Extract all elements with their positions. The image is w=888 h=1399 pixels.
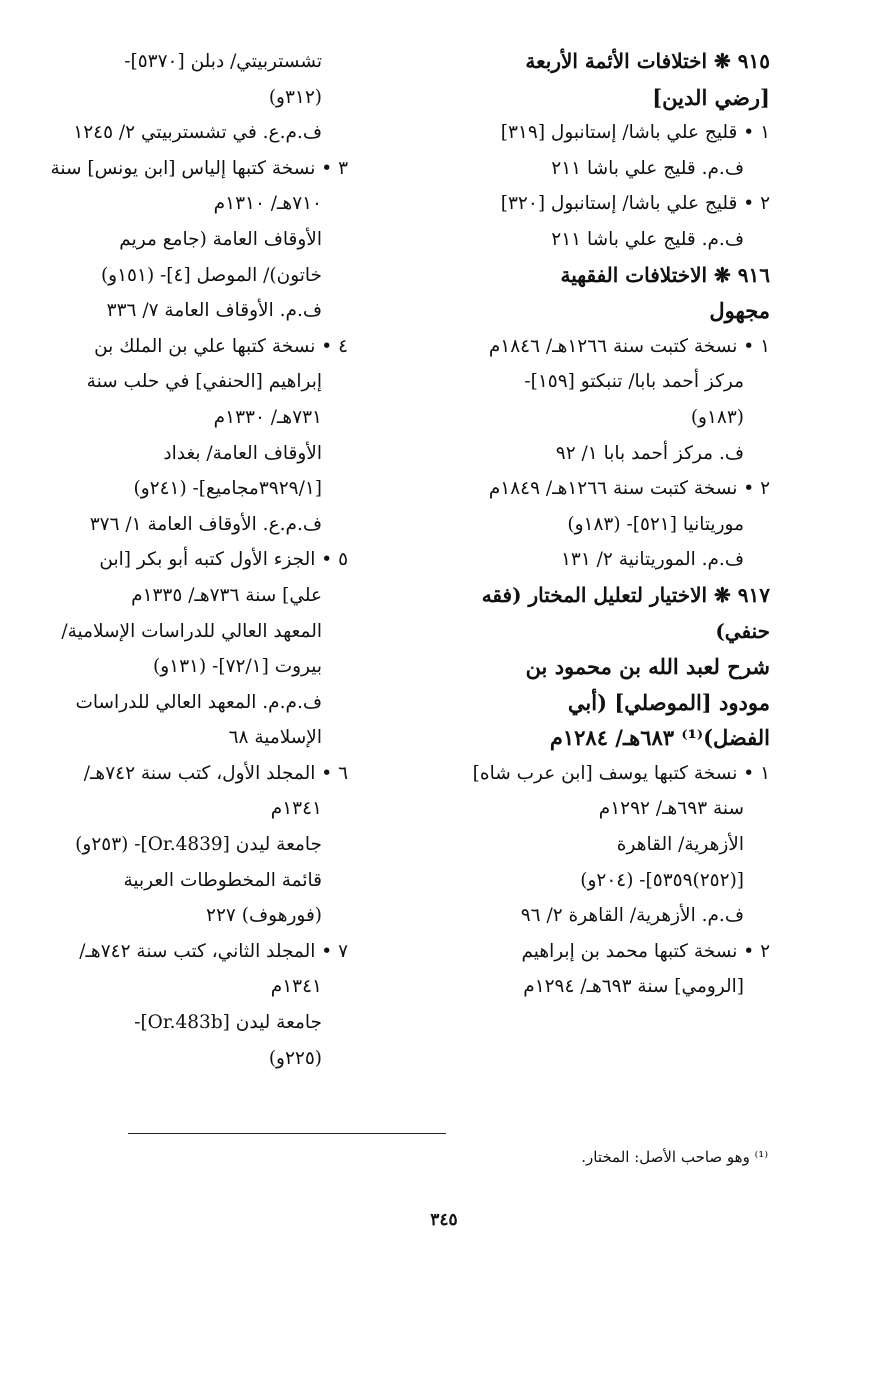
left-column-line: ف.م. الأوقاف العامة ٧/ ٣٣٦: [106, 300, 322, 322]
right-column: [440, 44, 770, 1005]
left-column-line: إبراهيم [الحنفي] في حلب سنة: [86, 371, 322, 393]
left-column-line: ف.م.م. المعهد العالي للدراسات: [75, 691, 322, 713]
left-column-line: ١٣٤١م: [270, 798, 322, 820]
right-column-line: سنة ٦٩٣هـ/ ١٢٩٢م: [598, 798, 744, 820]
left-column-line: ٣ • نسخة كتبها إلياس [ابن يونس] سنة: [50, 157, 348, 179]
right-column-line: ف.م. قليج علي باشا ٢١١: [551, 157, 744, 179]
left-column-line: بيروت [٧٢/١]- (١٣١و): [153, 656, 322, 678]
right-column-line: ٢ • نسخة كتبها محمد بن إبراهيم: [521, 940, 770, 962]
right-column-line: ف.م. الأزهرية/ القاهرة ٢/ ٩٦: [520, 905, 744, 927]
right-column-line: الفضل)⁽¹⁾ ٦٨٣هـ/ ١٢٨٤م: [549, 725, 770, 751]
page-number: ٣٤٥: [430, 1210, 458, 1230]
footnote: ⁽¹⁾ وهو صاحب الأصل: المختار.: [581, 1148, 768, 1166]
left-column-line: جامعة ليدن [Or.4839]- (٢٥٣و): [75, 834, 322, 856]
left-column-line: ٦ • المجلد الأول، كتب سنة ٧٤٢هـ/: [83, 762, 348, 784]
left-column-line: الأوقاف العامة/ بغداد: [163, 442, 322, 464]
left-column-line: ٧٣١هـ/ ١٣٣٠م: [213, 406, 322, 428]
right-column-line: ف. مركز أحمد بابا ١/ ٩٢: [555, 442, 744, 464]
left-column-line: تشستربيتي/ دبلن [٥٣٧٠]-: [124, 51, 322, 72]
left-column-line: ف.م.ع. في تشستربيتي ٢/ ١٢٤٥: [73, 122, 322, 144]
right-column-line: [رضي الدين]: [652, 84, 770, 110]
right-column-line: ٩١٦ ❋ الاختلافات الفقهية: [560, 262, 770, 287]
left-column-line: ٥ • الجزء الأول كتبه أبو بكر [ابن: [99, 549, 348, 571]
right-column-line: موريتانيا [٥٢١]- (١٨٣و): [567, 513, 744, 535]
right-column-line: ٩١٧ ❋ الاختيار لتعليل المختار (فقه: [481, 582, 770, 607]
right-column-line: مجهول: [709, 298, 770, 324]
right-column-line: ١ • نسخة كتبها يوسف [ابن عرب شاه]: [472, 762, 770, 784]
right-column-line: حنفي): [715, 618, 770, 643]
left-column-line: علي] سنة ٧٣٦هـ/ ١٣٣٥م: [131, 584, 322, 606]
left-column-line: [٣٩٢٩/١مجاميع]- (٢٤١و): [133, 478, 322, 500]
right-column-line: [(٢٥٢)٥٣٥٩]- (٢٠٤و): [580, 869, 744, 891]
right-column-line: ٢ • قليج علي باشا/ إستانبول [٣٢٠]: [500, 193, 770, 215]
left-column-line: (فورهوف) ٢٢٧: [206, 905, 322, 927]
left-column-line: ٧١٠هـ/ ١٣١٠م: [213, 193, 322, 215]
left-column: [48, 44, 348, 1076]
left-column-line: (٣١٢و): [268, 86, 322, 108]
left-column-line: ف.م.ع. الأوقاف العامة ١/ ٣٧٦: [89, 513, 322, 535]
right-column-line: [الرومي] سنة ٦٩٣هـ/ ١٢٩٤م: [523, 976, 744, 998]
left-column-line: الإسلامية ٦٨: [228, 727, 322, 749]
right-column-line: ٢ • نسخة كتبت سنة ١٢٦٦هـ/ ١٨٤٩م: [488, 478, 770, 500]
left-column-line: ١٣٤١م: [270, 976, 322, 998]
footnote-divider: [128, 1133, 446, 1134]
left-column-line: ٤ • نسخة كتبها علي بن الملك بن: [94, 335, 348, 357]
right-column-line: ٩١٥ ❋ اختلافات الأئمة الأربعة: [525, 49, 770, 73]
left-column-line: (٢٢٥و): [268, 1047, 322, 1069]
right-column-line: ١ • نسخة كتبت سنة ١٢٦٦هـ/ ١٨٤٦م: [488, 335, 770, 357]
right-column-line: (١٨٣و): [690, 406, 744, 428]
left-column-line: الأوقاف العامة (جامع مريم: [119, 228, 322, 250]
right-column-line: مركز أحمد بابا/ تنبكتو [١٥٩]-: [524, 371, 744, 393]
right-column-line: مودود [الموصلي] (أبي: [567, 689, 770, 715]
right-column-line: شرح لعبد الله بن محمود بن: [525, 654, 770, 680]
left-column-line: قائمة المخطوطات العربية: [123, 869, 322, 891]
right-column-line: ف.م. الموريتانية ٢/ ١٣١: [560, 549, 744, 571]
left-column-line: خاتون)/ الموصل [٤]- (١٥١و): [100, 264, 322, 286]
right-column-line: ف.م. قليج علي باشا ٢١١: [551, 228, 744, 250]
right-column-line: الأزهرية/ القاهرة: [616, 834, 744, 856]
left-column-line: المعهد العالي للدراسات الإسلامية/: [61, 620, 322, 642]
right-column-line: ١ • قليج علي باشا/ إستانبول [٣١٩]: [500, 122, 770, 144]
left-column-line: ٧ • المجلد الثاني، كتب سنة ٧٤٢هـ/: [79, 940, 348, 962]
left-column-line: جامعة ليدن [Or.483b]-: [134, 1012, 322, 1034]
